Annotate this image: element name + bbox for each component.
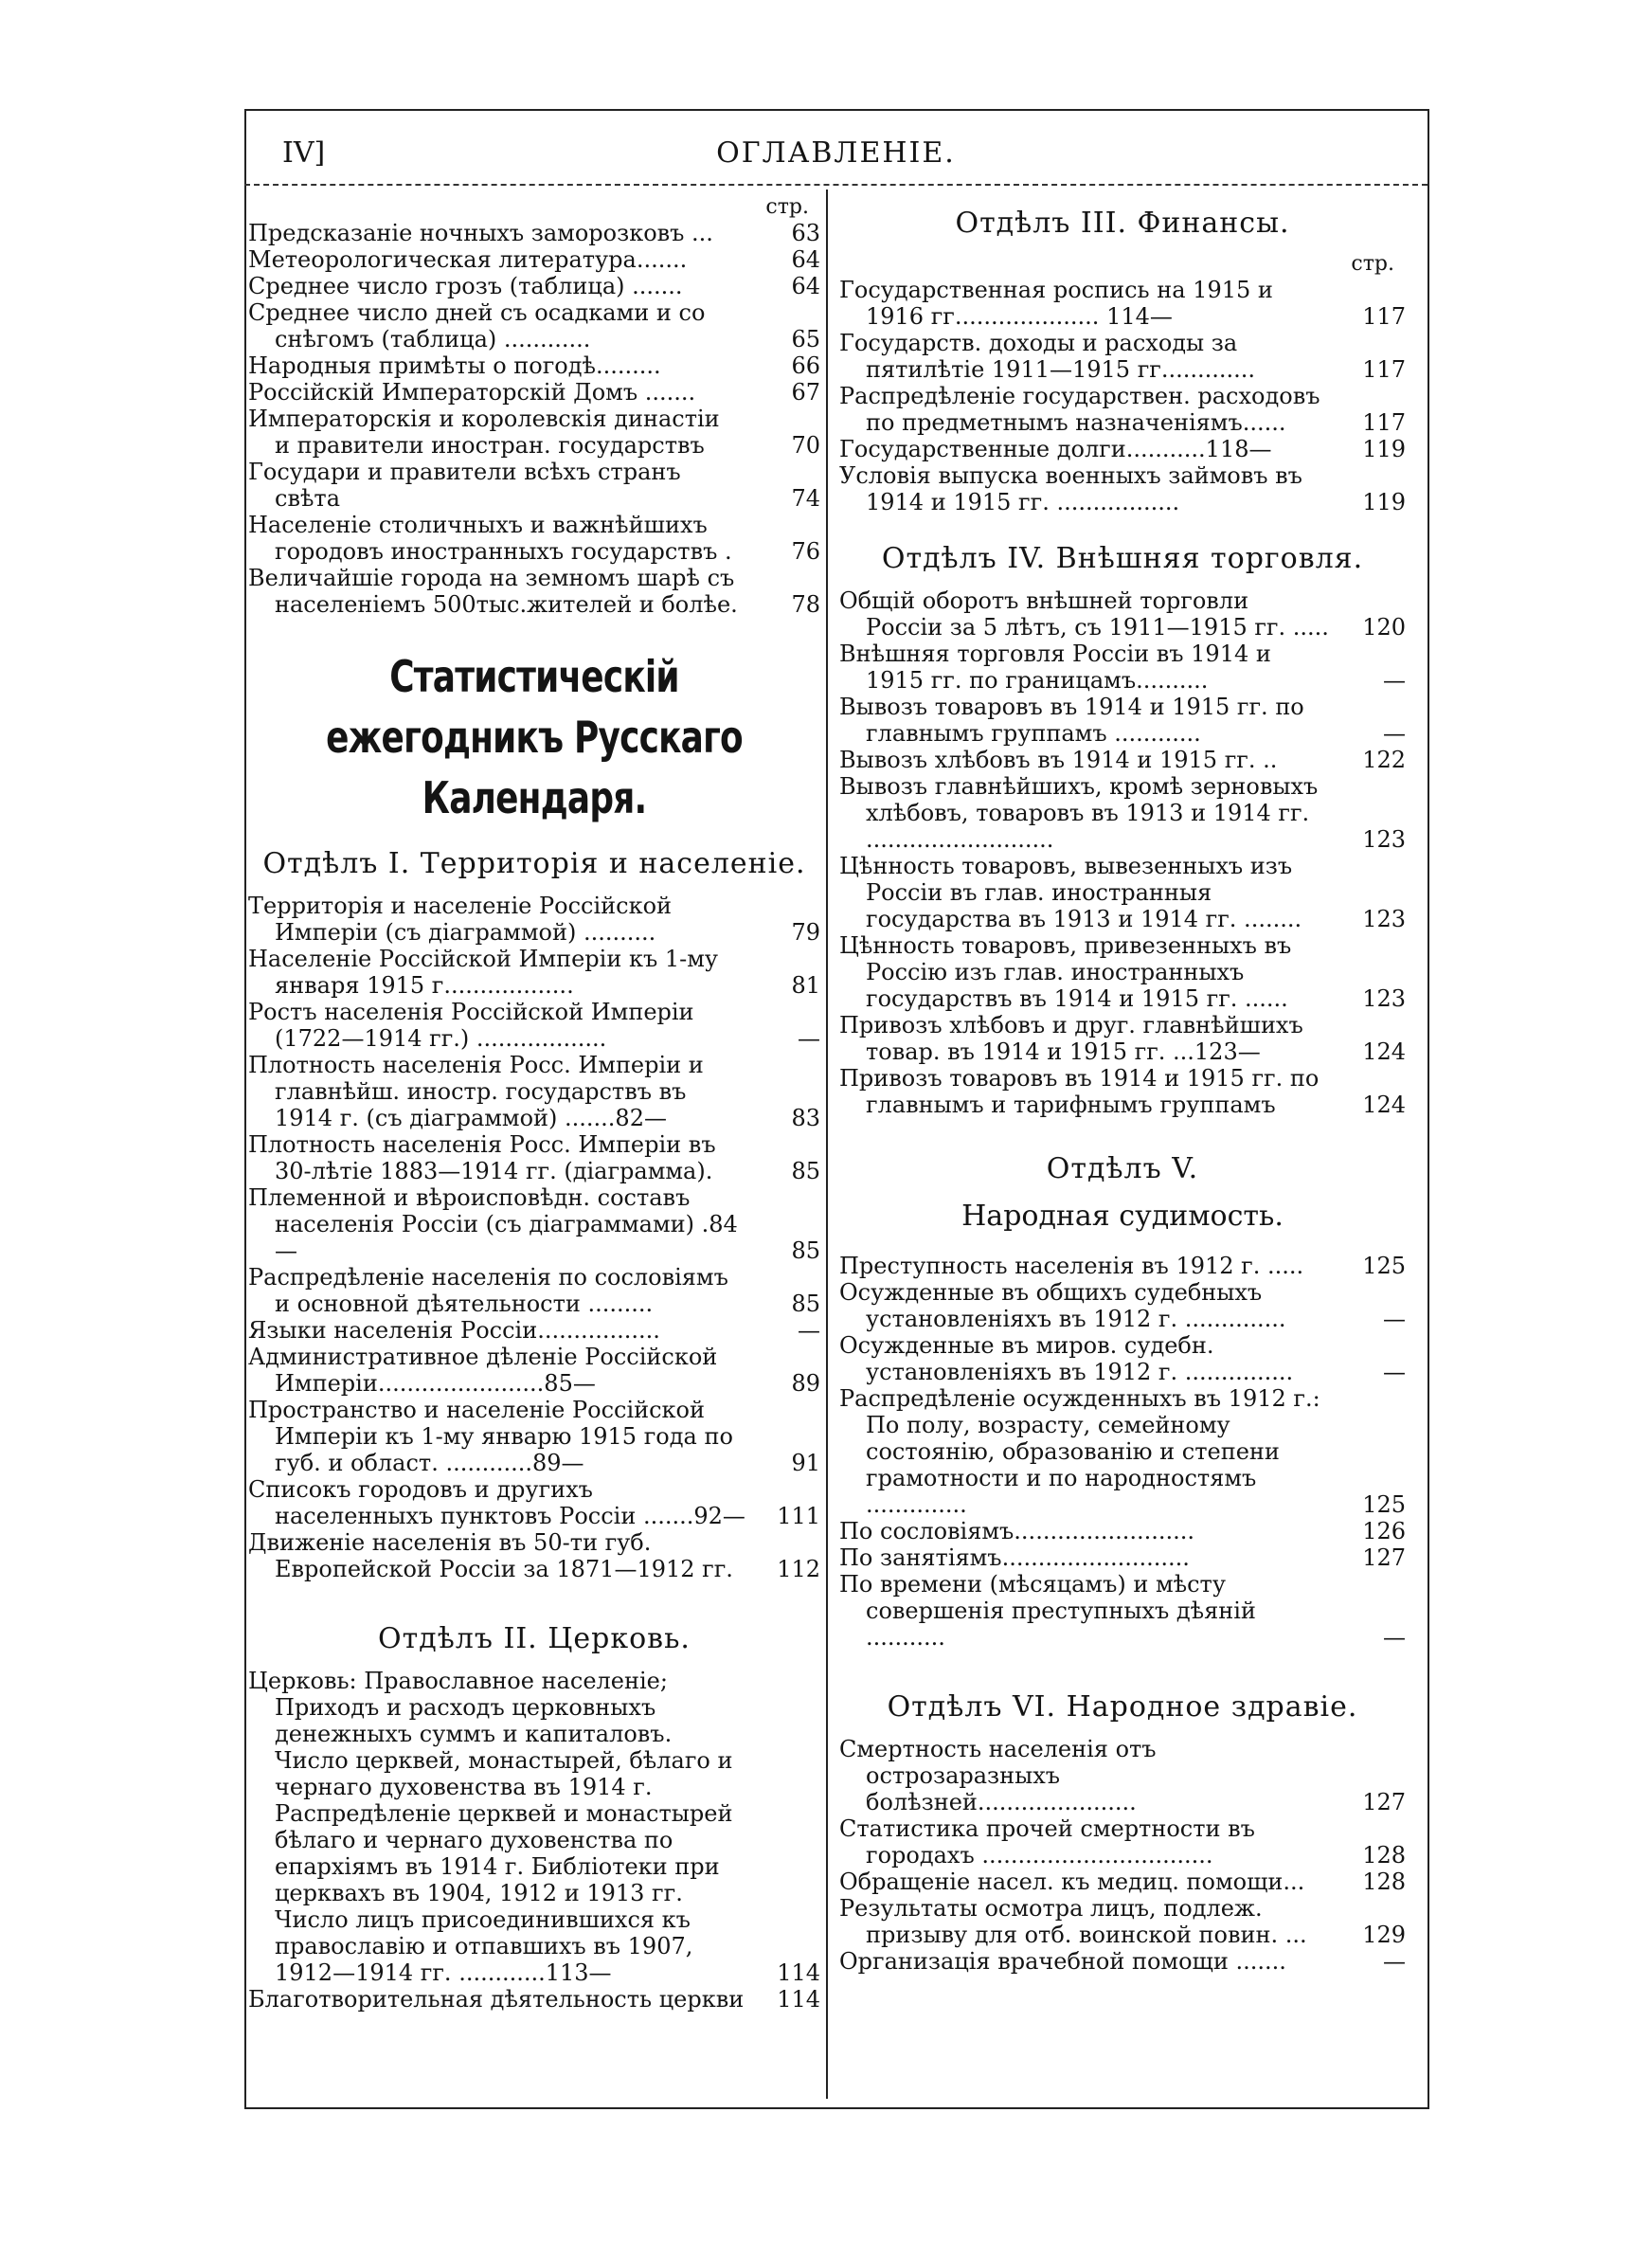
toc-entry-page: — [798, 1317, 820, 1344]
toc-entry-page: 119 [1362, 436, 1406, 462]
toc-entry-title: Территорія и населеніе Россійской Имперіи (съ діаграммой) .......... [248, 893, 673, 946]
toc-entry-title: Церковь: Православное населеніе; Приходъ и расходъ церковныхъ денежныхъ суммъ и капиталовъ. Число церквей, монастырей, бѣлаго и чернаго духовенства въ 1914 г. Распредѣленіе церквей и монастырей бѣлаго и чернаго духовенства по епархіямъ въ 1914 г. Библіотеки при церквахъ въ 1904, 1912 и 1913 гг. Число лицъ присоединившихся къ православію и отпавшихъ въ 1907, 1912—1914 гг. ............113— [248, 1668, 733, 1986]
toc-entry-title: Цѣнность товаровъ, вывезенныхъ изъ Россіи въ глав. иностранныя государства въ 1913 и 1914 гг. ........ [839, 853, 1302, 932]
toc-entry-title: Распредѣленіе государствен. расходовъ по предметнымъ назначеніямъ...... [839, 383, 1320, 436]
toc-entry-page: 117 [1362, 409, 1406, 436]
toc-entry-page: 70 [791, 432, 820, 459]
toc-entry-title: Осужденные въ общихъ судебныхъ установленіяхъ въ 1912 г. .............. [839, 1279, 1286, 1332]
toc-entry-title: Предсказаніе ночныхъ заморозковъ ... [248, 220, 713, 246]
toc-entry-title: Цѣнность товаровъ, привезенныхъ въ Россію изъ глав. иностранныхъ государствъ въ 1914 и 1915 гг. ...... [839, 932, 1292, 1012]
toc-entry [839, 641, 1406, 694]
section-entries [248, 893, 820, 1582]
toc-entry-title: Вывозъ товаровъ въ 1914 и 1915 гг. по главнымъ группамъ ............ [839, 694, 1304, 747]
toc-entry-title: Ростъ населенія Россійской Имперіи (1722—1914 гг.) .................. [248, 999, 694, 1052]
section-entries [839, 1736, 1406, 1975]
toc-entry-page: — [1383, 720, 1406, 747]
toc-entry [839, 1385, 1406, 1518]
toc-entry-title: Осужденные въ миров. судебн. установленіяхъ въ 1912 г. ............... [839, 1332, 1294, 1385]
toc-entry [248, 565, 820, 618]
toc-entry-title: Пространство и населеніе Россійской Имперіи къ 1-му январю 1915 года по губ. и област. ............89— [248, 1397, 733, 1476]
toc-entry-page: 85 [791, 1158, 820, 1184]
toc-entry-page: 74 [791, 485, 820, 512]
toc-entry [839, 694, 1406, 747]
toc-entry [839, 1012, 1406, 1065]
toc-entry-page: 114 [777, 1959, 820, 1986]
toc-entry-title: Государственные долги...........118— [839, 436, 1272, 462]
toc-entry [839, 1869, 1406, 1895]
toc-entry [839, 1895, 1406, 1948]
toc-entry-title: Императорскія и королевскія династіи и правители иностран. государствъ [248, 406, 720, 459]
toc-entry-title: Результаты осмотра лицъ, подлеж. призыву для отб. воинской повин. ... [839, 1895, 1307, 1948]
toc-entry-page: 85 [791, 1291, 820, 1317]
toc-entry [839, 1253, 1406, 1279]
running-title: ОГЛАВЛЕНІЕ. [716, 136, 956, 170]
toc-entry [248, 893, 820, 946]
toc-entry-title: Внѣшняя торговля Россіи въ 1914 и 1915 гг. по границамъ.......... [839, 641, 1271, 694]
toc-entry-title: Обращеніе насел. къ медиц. помощи... [839, 1869, 1305, 1895]
toc-entry [248, 1317, 820, 1344]
toc-entry [839, 932, 1406, 1012]
toc-entry [248, 1184, 820, 1264]
toc-entry-page: 120 [1362, 614, 1406, 641]
toc-entry-page: — [1383, 1624, 1406, 1651]
toc-entry [839, 1518, 1406, 1544]
left-column [248, 195, 820, 2013]
toc-entry [248, 999, 820, 1052]
toc-entry-title: Плотность населенія Росс. Имперіи въ 30-лѣтіе 1883—1914 гг. (діаграмма). [248, 1131, 716, 1184]
toc-entry [839, 1279, 1406, 1332]
toc-entry [248, 946, 820, 999]
section-title: Отдѣлъ IV. Внѣшняя торговля. [881, 542, 1364, 575]
toc-entry [248, 379, 820, 406]
toc-entry [839, 330, 1406, 383]
toc-entry-page: 83 [791, 1105, 820, 1131]
toc-entry-title: Среднее число дней съ осадками и со снѣгомъ (таблица) ............ [248, 299, 706, 352]
toc-entry-page: 91 [791, 1450, 820, 1476]
toc-entry [248, 1668, 820, 1986]
toc-entry-title: Россійскій Императорскій Домъ ....... [248, 379, 696, 406]
toc-entry-page: 123 [1362, 985, 1406, 1012]
toc-entry-page: 114 [777, 1986, 820, 2013]
toc-entry [839, 1948, 1406, 1975]
toc-entry-title: Движеніе населенія въ 50-ти губ. Европейской Россіи за 1871—1912 гг. [248, 1529, 733, 1582]
toc-entry-title: Вывозъ хлѣбовъ въ 1914 и 1915 гг. .. [839, 747, 1278, 773]
section-title: Отдѣлъ V. [1046, 1152, 1199, 1185]
section-title: Отдѣлъ III. Финансы. [955, 207, 1290, 240]
page-column-label: стр. [1351, 252, 1394, 276]
column-divider [826, 190, 828, 2099]
toc-entry-page: 128 [1362, 1869, 1406, 1895]
toc-entry-page: 125 [1362, 1253, 1406, 1279]
toc-entry-page: 79 [791, 919, 820, 946]
toc-entry [839, 773, 1406, 853]
toc-entry [248, 1131, 820, 1184]
header-rule [244, 184, 1428, 186]
toc-entry-page: 64 [791, 273, 820, 299]
toc-entry-page: — [798, 1025, 820, 1052]
toc-entry [839, 747, 1406, 773]
toc-entry [248, 1529, 820, 1582]
toc-entry-page: 85 [791, 1237, 820, 1264]
page-number: IV] [282, 136, 326, 170]
toc-entry-page: 128 [1362, 1842, 1406, 1869]
section-entries [248, 1668, 820, 2013]
toc-entry-title: Вывозъ главнѣйшихъ, кромѣ зерновыхъ хлѣбовъ, товаровъ въ 1913 и 1914 гг. .......................... [839, 773, 1319, 853]
toc-entry [839, 1065, 1406, 1118]
page-column-label: стр. [765, 195, 809, 219]
toc-entry-title: Государи и правители всѣхъ странъ свѣта [248, 459, 681, 512]
toc-entry-title: Распредѣленіе осужденныхъ въ 1912 г.: По полу, возрасту, семейному состоянію, образованію и степени грамотности и по народностямъ .............. [839, 1385, 1320, 1518]
toc-entry-page: 89 [791, 1370, 820, 1397]
toc-entry-page: 78 [791, 591, 820, 618]
toc-entry-page: 81 [791, 972, 820, 999]
toc-entry-title: Преступность населенія въ 1912 г. ..... [839, 1253, 1304, 1279]
toc-entry-page: 117 [1362, 356, 1406, 383]
toc-entry [248, 1986, 820, 2013]
toc-entry [248, 459, 820, 512]
toc-entry-title: Общій оборотъ внѣшней торговли Россіи за 5 лѣтъ, съ 1911—1915 гг. ..... [839, 587, 1329, 641]
toc-entry-title: Среднее число грозъ (таблица) ....... [248, 273, 683, 299]
toc-entry-page: 76 [791, 538, 820, 565]
toc-entry-title: По времени (мѣсяцамъ) и мѣсту совершенія преступныхъ дѣяній ........... [839, 1571, 1256, 1651]
toc-entry-title: Смертность населенія отъ острозаразныхъ болѣзней...................... [839, 1736, 1157, 1815]
toc-entry [839, 587, 1406, 641]
toc-entry [248, 220, 820, 246]
toc-entry-page: 117 [1362, 303, 1406, 330]
toc-entry-page: — [1383, 1948, 1406, 1975]
toc-entry-title: Племенной и вѣроисповѣдн. составъ населенія Россіи (съ діаграммами) .84— [248, 1184, 738, 1264]
toc-entry [248, 352, 820, 379]
toc-entry-page: 123 [1362, 826, 1406, 853]
toc-entry-title: Плотность населенія Росс. Имперіи и главнѣйш. иностр. государствъ въ 1914 г. (съ діаграммой) .......82— [248, 1052, 704, 1131]
toc-entry-title: Списокъ городовъ и другихъ населенныхъ пунктовъ Россіи .......92— [248, 1476, 745, 1529]
toc-entry [839, 853, 1406, 932]
toc-entry-page: 64 [791, 246, 820, 273]
toc-entry [839, 1736, 1406, 1815]
toc-entry-page: — [1383, 1359, 1406, 1385]
toc-entry-title: Условія выпуска военныхъ займовъ въ 1914 и 1915 гг. ................. [839, 462, 1302, 515]
toc-entry [248, 246, 820, 273]
section-entries [839, 587, 1406, 1118]
toc-entry-page: 63 [791, 220, 820, 246]
toc-entry-page: 65 [791, 326, 820, 352]
toc-entry-page: 124 [1362, 1038, 1406, 1065]
toc-entry [248, 299, 820, 352]
toc-entry [839, 1815, 1406, 1869]
toc-entry [839, 1571, 1406, 1651]
toc-entry-title: Привозъ хлѣбовъ и друг. главнѣйшихъ товар. въ 1914 и 1915 гг. ...123— [839, 1012, 1303, 1065]
page-header [244, 133, 1428, 180]
toc-entry-title: Привозъ товаровъ въ 1914 и 1915 гг. по главнымъ и тарифнымъ группамъ [839, 1065, 1320, 1118]
toc-entry-page: 129 [1362, 1922, 1406, 1948]
toc-entry [248, 1397, 820, 1476]
toc-entry-page: 125 [1362, 1491, 1406, 1518]
section-title: Отдѣлъ VI. Народное здравіе. [887, 1690, 1358, 1724]
toc-entry-page: 126 [1362, 1518, 1406, 1544]
toc-entry-page: 67 [791, 379, 820, 406]
toc-entry [839, 462, 1406, 515]
section-title: Отдѣлъ II. Церковь. [378, 1622, 691, 1655]
toc-entry [839, 1332, 1406, 1385]
right-column [839, 195, 1406, 1975]
toc-entry-title: Языки населенія Россіи................. [248, 1317, 660, 1344]
toc-entry [248, 406, 820, 459]
toc-entry [839, 1544, 1406, 1571]
toc-entry-title: Государств. доходы и расходы за пятилѣтіе 1911—1915 гг............. [839, 330, 1256, 383]
toc-entry [248, 1052, 820, 1131]
toc-entry-title: Величайшіе города на земномъ шарѣ съ населеніемъ 500тыс.жителей и болѣе. [248, 565, 738, 618]
toc-entry-page: — [1383, 1306, 1406, 1332]
toc-entry-title: Государственная роспись на 1915 и 1916 гг.................... 114— [839, 277, 1273, 330]
toc-entry [839, 383, 1406, 436]
toc-entry-title: По сословіямъ......................... [839, 1518, 1195, 1544]
toc-entry-title: Административное дѣленіе Россійской Имперіи.......................85— [248, 1344, 718, 1397]
toc-entry-title: По занятіямъ.......................... [839, 1544, 1190, 1571]
toc-entry [248, 512, 820, 565]
toc-entry-title: Населеніе Россійской Имперіи къ 1-му января 1915 г.................. [248, 946, 719, 999]
yearbook-title: Статистическій ежегодникъ Русскаго Календаря. [326, 651, 743, 823]
section-entries [839, 1253, 1406, 1651]
toc-entry-title: Населеніе столичныхъ и важнѣйшихъ городовъ иностранныхъ государствъ . [248, 512, 732, 565]
toc-entry-title: Распредѣленіе населенія по сословіямъ и основной дѣятельности ......... [248, 1264, 728, 1317]
toc-entry [248, 273, 820, 299]
toc-entry-page: 111 [777, 1503, 820, 1529]
toc-entry [839, 436, 1406, 462]
toc-entry-page: 123 [1362, 906, 1406, 932]
toc-entry-page: 127 [1362, 1789, 1406, 1815]
section-subtitle: Народная судимость. [961, 1200, 1284, 1233]
toc-entry-page: 119 [1362, 489, 1406, 515]
toc-entry-title: Метеорологическая литература....... [248, 246, 688, 273]
toc-entry-page: 127 [1362, 1544, 1406, 1571]
toc-entry [248, 1344, 820, 1397]
toc-entry-page: 122 [1362, 747, 1406, 773]
toc-entry [248, 1476, 820, 1529]
section-title: Отдѣлъ I. Территорія и населеніе. [262, 847, 806, 880]
section-entries [839, 277, 1406, 515]
toc-entry-title: Народныя примѣты о погодѣ......... [248, 352, 661, 379]
toc-entry-page: — [1383, 667, 1406, 694]
toc-entry-page: 66 [791, 352, 820, 379]
toc-entry-title: Организація врачебной помощи ....... [839, 1948, 1286, 1975]
entries-top [248, 220, 820, 618]
toc-entry-page: 112 [777, 1556, 820, 1582]
toc-entry-page: 124 [1362, 1092, 1406, 1118]
toc-entry-title: Статистика прочей смертности въ городахъ ................................ [839, 1815, 1255, 1869]
toc-entry [839, 277, 1406, 330]
toc-entry [248, 1264, 820, 1317]
toc-entry-title: Благотворительная дѣятельность церкви [248, 1986, 745, 2013]
